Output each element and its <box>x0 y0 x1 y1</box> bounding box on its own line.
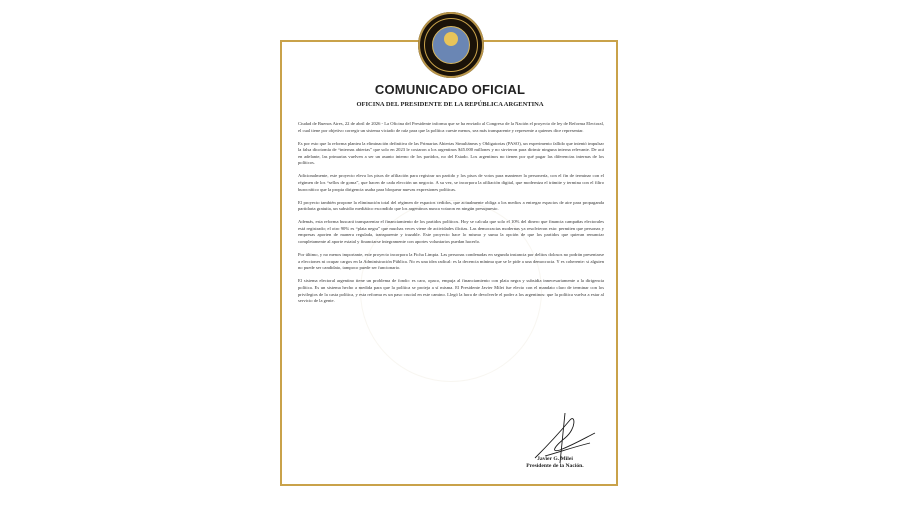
signature-block <box>500 456 610 470</box>
page-subtitle: OFICINA DEL PRESIDENTE DE LA REPÚBLICA ARGENTINA <box>356 101 544 108</box>
paragraph: Por último, y no menos importante, este proyecto incorpora la Ficha Limpia. Las personas condenadas en segunda instancia por delitos dolosos no podrán presentarse a elecciones ni ocupar cargos en la Administración Pública. No es una idea radical: es la decencia mínima que se le pide a una democracia. Y es coherente: si alguien no puede ser candidato, tampoco puede ser funcionario. <box>298 252 604 271</box>
paragraph: Adicionalmente, este proyecto eleva los pisos de afiliación para registrar un partido y los pisos de votos para mantener la personería, con el fin de terminar con el régimen de los “sellos de goma”, que hacen de cada elección un negocio. A su vez, se incorpora la afiliación digital, que moderniza el trámite y termina con el filtro burocrático que la propia dirigencia usaba para bloquear nuevas expresiones políticas. <box>298 173 604 192</box>
paragraph: Ciudad de Buenos Aires, 22 de abril de 2026 - La Oficina del Presidente informa que se ha enviado al Congreso de la Nación el proyecto de ley de Reforma Electoral, el cual tiene por objetivo corregir un sistema viciado de raíz para que la política cueste menos, sea más transparente y represente a quienes dice representar. <box>298 121 604 133</box>
paragraph: El proyecto también propone la eliminación total del régimen de espacios cedidos, que actualmente obliga a los medios a entregar espacios de aire para propaganda partidaria gratuita, un subsidio mediático escondido que los argentinos nunca votaron en ningún presupuesto. <box>298 199 604 212</box>
paragraph: Es por esto que la reforma plantea la eliminación definitiva de las Primarias Abiertas Simultáneas y Obligatorias (PASO), un experimento fallido que intentó impulsar la falsa dicotomía de “internas abiertas” que solo en 2023 le costaron a los argentinos $45.000 millones y no sirvieron para dirimir ninguna interna relevante. De acá en adelante, las primarias vuelven a ser un asunto interno de los partidos, no del Estado. Los argentinos no tienen por qué pagar las diferencias internas de los políticos. <box>298 140 604 166</box>
page-title: COMUNICADO OFICIAL <box>374 82 526 97</box>
signer-name: Javier G. Milei <box>537 456 573 462</box>
signer-role: Presidente de la Nación. <box>526 463 584 469</box>
paragraph: El sistema electoral argentino tiene un problema de fondo: es caro, opaco, empuja al financiamiento con plata negra y subsidia innecesariamente a la dirigencia política. Es un sistema hecho a medida para que la política se proteja a sí misma. El Presidente Javier Milei fue electo con el mandato claro de terminar con los privilegios de la casta política, y esta reforma es un paso crucial en este camino. Llegó la hora de devolverle el poder a los argentinos: que la política vuelva a estar al servicio de la gente. <box>298 278 604 304</box>
document-body <box>298 121 604 311</box>
sun-icon <box>444 32 458 46</box>
presidential-seal <box>418 12 484 78</box>
paragraph: Además, esta reforma buscará transparentar el financiamiento de los partidos políticos. Hoy se calcula que solo el 10% del dinero que financia campañas electorales está registrado; el otro 90% es “plata negra” que muchas veces viene de actividades ilícitas. Las democracias modernas ya resolvieron esto: permiten que personas y empresas aporten de manera regulada, transparente y trazable. Este proyecto hace lo mismo y suma la opción de que los partidos que quieran renunciar completamente al aporte estatal y financiarse íntegramente con aportes voluntarios puedan hacerlo. <box>298 219 604 245</box>
